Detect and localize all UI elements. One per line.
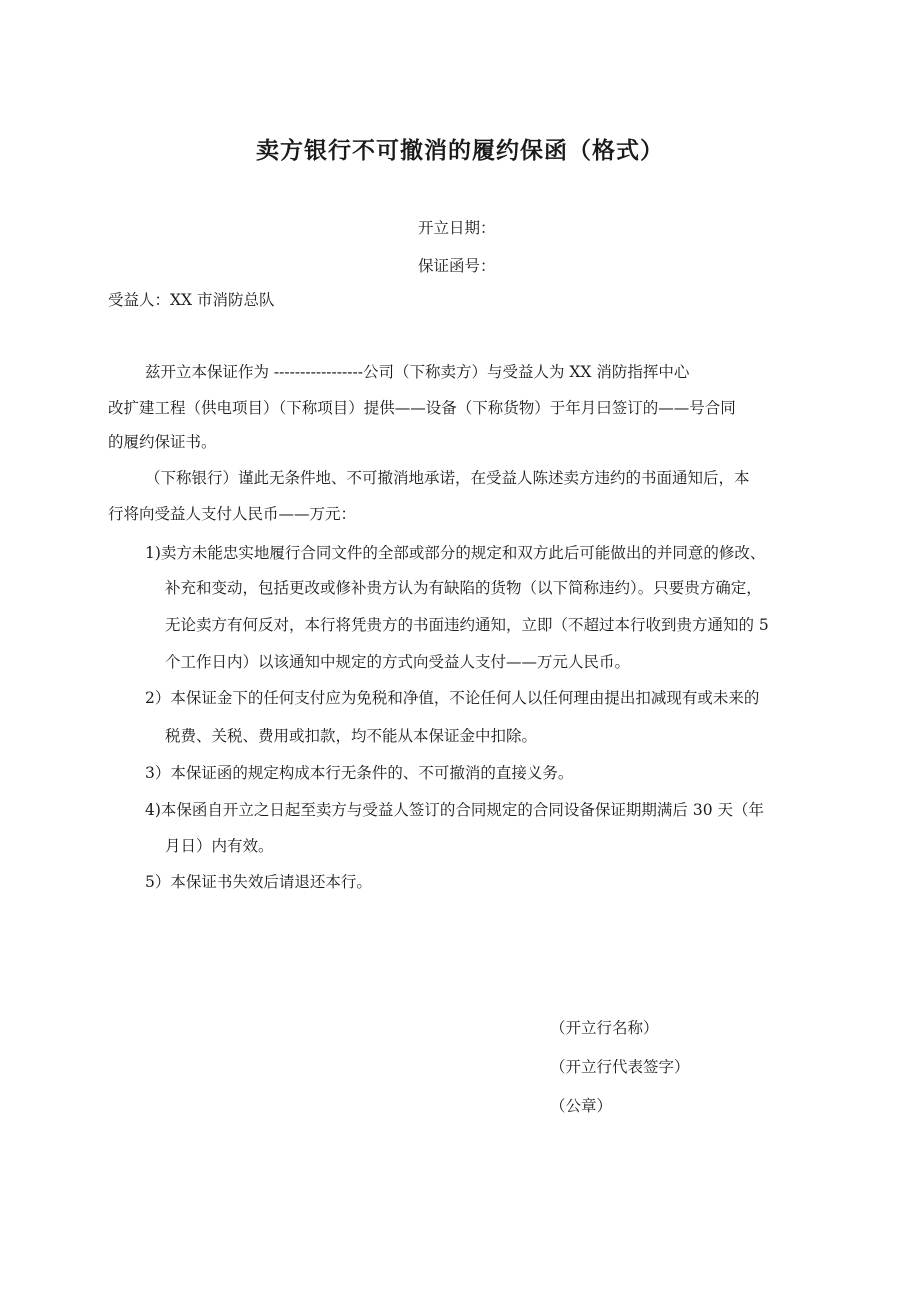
paragraph-commitment-line: （下称银行）谨此无条件地、不可撤消地承诺，在受益人陈述卖方违约的书面通知后，本 xyxy=(145,469,750,487)
issuing-bank-name: （开立行名称） xyxy=(550,1019,659,1037)
clause-line: 个工作日内）以该通知中规定的方式向受益人支付——万元人民币。 xyxy=(165,653,631,671)
paragraph-commitment-line: 行将向受益人支付人民币——万元： xyxy=(108,505,357,523)
open-date-label: 开立日期： xyxy=(418,219,496,237)
clause-line: 3）本保证函的规定构成本行无条件的、不可撤消的直接义务。 xyxy=(145,764,574,782)
bank-representative-signature: （开立行代表签字） xyxy=(550,1058,690,1076)
clause-line: 月日）内有效。 xyxy=(165,837,274,855)
clause-line: 税费、关税、费用或扣款，均不能从本保证金中扣除。 xyxy=(165,727,538,745)
clause-line: 4)本保函自开立之日起至卖方与受益人签订的合同规定的合同设备保证期期满后 30 天（年 xyxy=(145,801,764,819)
paragraph-intro-line: 的履约保证书。 xyxy=(108,433,217,451)
paragraph-intro-line: 兹开立本保证作为 -----------------公司（下称卖方）与受益人为 XX 消防指挥中心 xyxy=(145,363,690,381)
paragraph-intro-line: 改扩建工程（供电项目）（下称项目）提供——设备（下称货物）于年月曰签订的——号合同 xyxy=(108,399,736,417)
clause-line: 1)卖方未能忠实地履行合同文件的全部或部分的规定和双方此后可能做出的并同意的修改、 xyxy=(145,544,766,562)
guarantee-number-label: 保证函号： xyxy=(418,257,496,275)
beneficiary-line: 受益人：XX 市消防总队 xyxy=(108,291,275,309)
clause-line: 补充和变动，包括更改或修补贵方认为有缺陷的货物（以下简称违约）。只要贵方确定， xyxy=(165,579,762,597)
clause-line: 5）本保证书失效后请退还本行。 xyxy=(145,873,372,891)
clause-line: 无论卖方有何反对，本行将凭贵方的书面违约通知，立即（不超过本行收到贵方通知的 5 xyxy=(165,616,769,634)
document-title: 卖方银行不可撤消的履约保函（格式） xyxy=(256,137,664,164)
clause-line: 2）本保证金下的任何支付应为免税和净值，不论任何人以任何理由提出扣减现有或未来的 xyxy=(145,689,760,707)
official-seal: （公章） xyxy=(550,1097,613,1115)
